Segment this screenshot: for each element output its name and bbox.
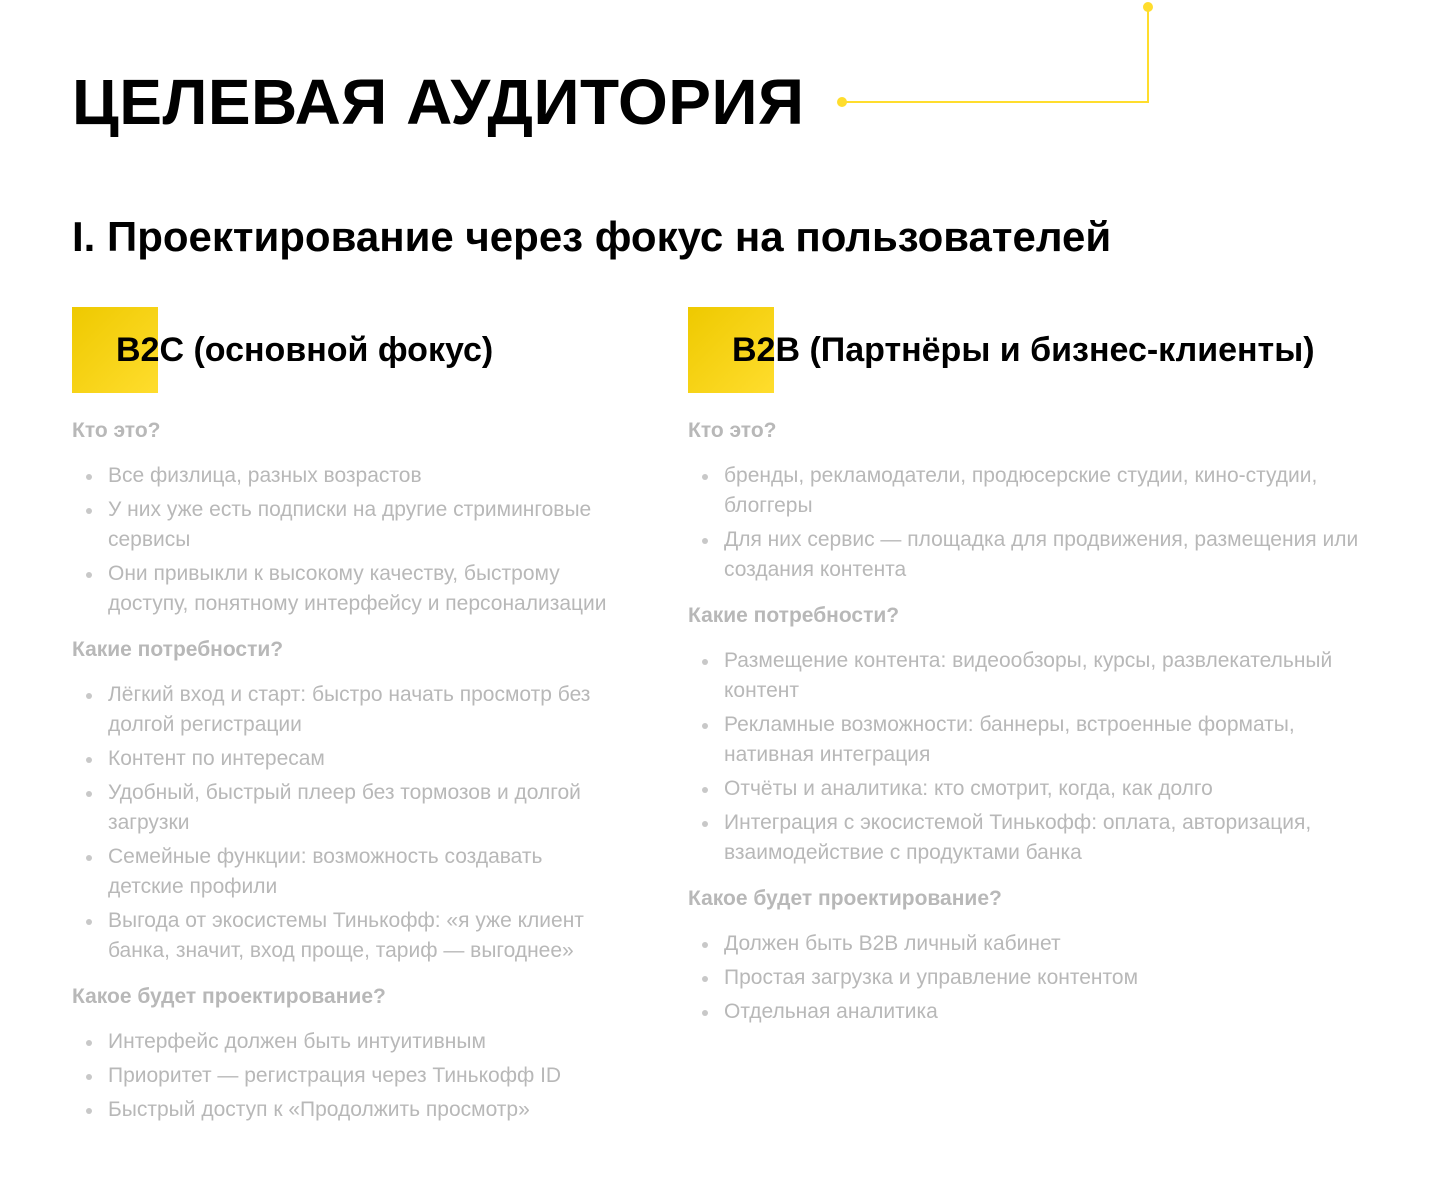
b2b-needs-list: [688, 646, 1388, 868]
b2c-design-list: [72, 1027, 772, 1125]
list-item: Интерфейс должен быть интуитивным: [72, 1027, 608, 1057]
list-item: Они привыкли к высокому качеству, быстрому доступу, понятному интерфейсу и персонализации: [72, 559, 608, 619]
page-title: ЦЕЛЕВАЯ АУДИТОРИЯ: [72, 66, 805, 138]
b2c-column: [72, 307, 772, 1141]
list-item: Семейные функции: возможность создавать детские профили: [72, 842, 608, 902]
b2c-design-heading: Какое будет проектирование?: [72, 985, 386, 1008]
list-item: Интеграция с экосистемой Тинькофф: оплата, авторизация, взаимодействие с продуктами банка: [688, 808, 1364, 868]
list-item: Приоритет — регистрация через Тинькофф ID: [72, 1061, 608, 1091]
b2c-title: B2C (основной фокус): [116, 331, 494, 369]
b2c-needs-list: [72, 680, 772, 966]
list-item: Рекламные возможности: баннеры, встроенные форматы, нативная интеграция: [688, 710, 1364, 770]
list-item: Размещение контента: видеообзоры, курсы, развлекательный контент: [688, 646, 1364, 706]
b2b-design-heading: Какое будет проектирование?: [688, 887, 1002, 910]
list-item: Выгода от экосистемы Тинькофф: «я уже клиент банка, значит, вход проще, тариф — выгоднее»: [72, 906, 608, 966]
b2c-header: [72, 307, 772, 393]
b2b-header: [688, 307, 1388, 393]
b2c-who-heading: Кто это?: [72, 419, 161, 442]
list-item: Отчёты и аналитика: кто смотрит, когда, как долго: [688, 774, 1364, 804]
list-item: Отдельная аналитика: [688, 997, 1364, 1027]
list-item: Контент по интересам: [72, 744, 608, 774]
list-item: Для них сервис — площадка для продвижения, размещения или создания контента: [688, 525, 1364, 585]
section-title: I. Проектирование через фокус на пользователей: [72, 213, 1112, 260]
b2c-needs-heading: Какие потребности?: [72, 638, 284, 661]
b2b-title: B2B (Партнёры и бизнес-клиенты): [732, 331, 1315, 369]
list-item: Простая загрузка и управление контентом: [688, 963, 1364, 993]
b2b-needs-heading: Какие потребности?: [688, 604, 900, 627]
decorative-connector-line: [0, 0, 1440, 130]
b2b-design-list: [688, 929, 1388, 1027]
list-item: Удобный, быстрый плеер без тормозов и долгой загрузки: [72, 778, 608, 838]
list-item: У них уже есть подписки на другие стриминговые сервисы: [72, 495, 608, 555]
list-item: Лёгкий вход и старт: быстро начать просмотр без долгой регистрации: [72, 680, 608, 740]
list-item: Все физлица, разных возрастов: [72, 461, 608, 491]
list-item: Должен быть B2B личный кабинет: [688, 929, 1364, 959]
list-item: Быстрый доступ к «Продолжить просмотр»: [72, 1095, 608, 1125]
b2b-column: [688, 307, 1388, 1043]
b2b-who-heading: Кто это?: [688, 419, 777, 442]
list-item: бренды, рекламодатели, продюсерские студии, кино-студии, блоггеры: [688, 461, 1364, 521]
b2b-who-list: [688, 461, 1388, 585]
b2c-who-list: [72, 461, 772, 619]
